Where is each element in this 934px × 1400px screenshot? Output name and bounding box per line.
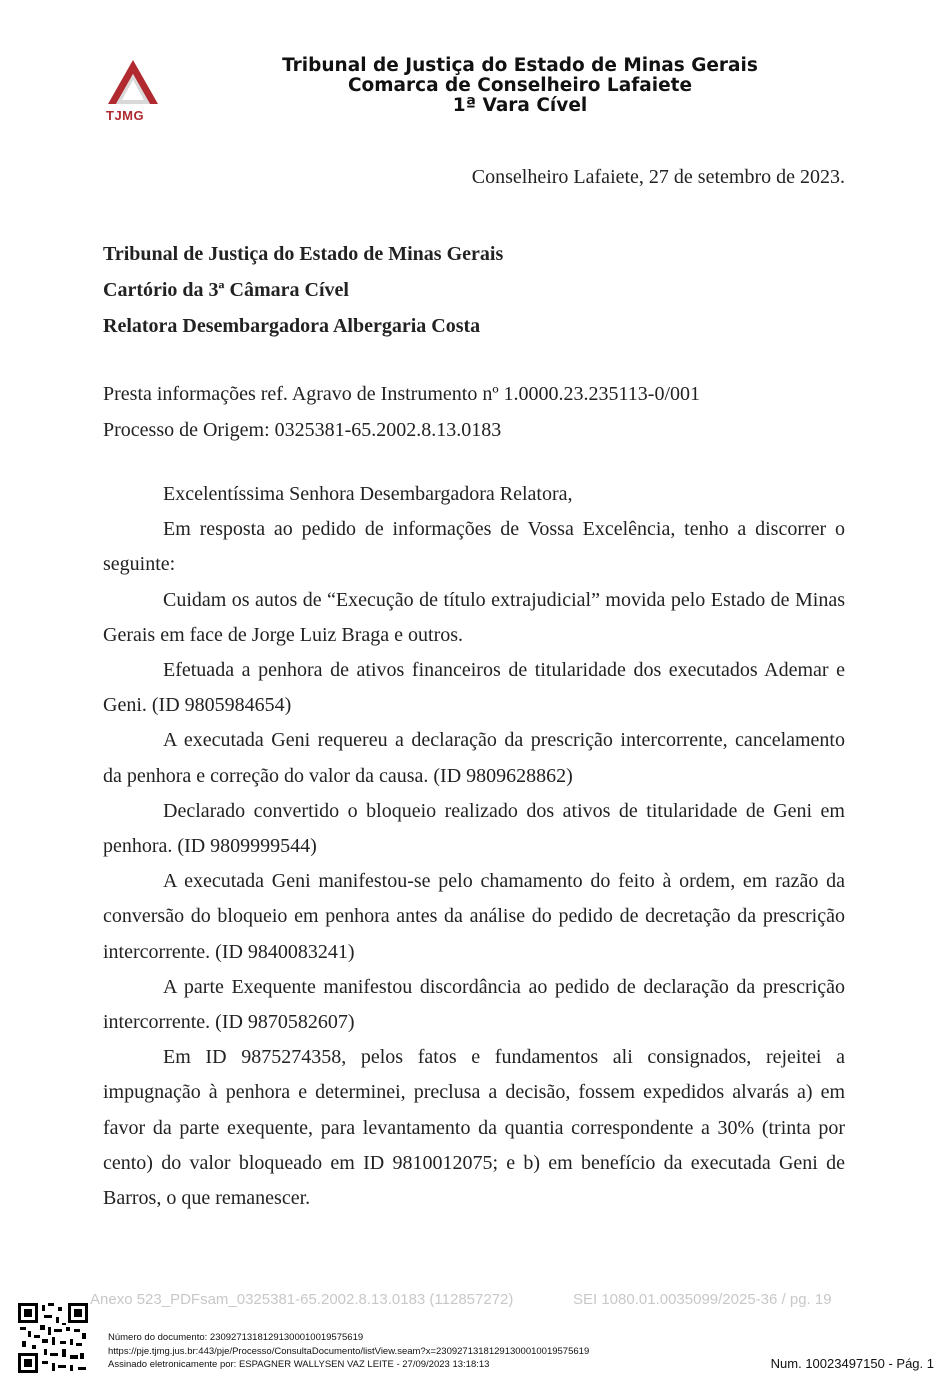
header-court: Tribunal de Justiça do Estado de Minas Gerais bbox=[282, 55, 758, 76]
paragraph: A parte Exequente manifestou discordância ao pedido de declaração da prescrição intercorrente. (ID 9870582607) bbox=[103, 975, 845, 1034]
page-number: Num. 10023497150 - Pág. 1 bbox=[770, 1356, 934, 1371]
paragraph: A executada Geni requereu a declaração da prescrição intercorrente, cancelamento da penhora e correção do valor da causa. (ID 9809628862) bbox=[103, 729, 845, 787]
court-header bbox=[200, 56, 840, 116]
addressee-registry: Cartório da 3ª Câmara Cível bbox=[103, 279, 349, 301]
paragraph: A executada Geni manifestou-se pelo chamamento do feito à ordem, em razão da conversão do bloqueio em penhora antes da análise do pedido de decretação da prescrição intercorrente. (ID 9840083241) bbox=[103, 870, 845, 963]
reference-appeal: Presta informações ref. Agravo de Instrumento nº 1.0000.23.235113-0/001 bbox=[103, 383, 701, 405]
header-district: Comarca de Conselheiro Lafaiete bbox=[347, 75, 693, 96]
watermark-sei: SEI 1080.01.0035099/2025-36 / pg. 19 bbox=[573, 1291, 832, 1308]
paragraph: Em ID 9875274358, pelos fatos e fundamentos ali consignados, rejeitei a impugnação à penhora e determinei, preclusa a decisão, fossem expedidos alvarás a) em favor da parte exequente, para levantamento da quantia correspondente a 30% (trinta por cento) do valor bloqueado em ID 9810012075; e b) em benefício da executada Geni de Barros, o que remanescer. bbox=[103, 1046, 845, 1210]
logo-text: TJMG bbox=[106, 108, 145, 123]
reference-block bbox=[103, 376, 700, 448]
signature-info bbox=[108, 1331, 589, 1372]
salutation: Excelentíssima Senhora Desembargadora Relatora, bbox=[163, 483, 573, 505]
reference-origin-process: Processo de Origem: 0325381-65.2002.8.13.0183 bbox=[103, 419, 502, 441]
watermark-annex: Anexo 523_PDFsam_0325381-65.2002.8.13.0183 (112857272) bbox=[90, 1291, 514, 1308]
qr-code-icon bbox=[18, 1303, 88, 1373]
paragraph: Em resposta ao pedido de informações de Vossa Excelência, tenho a discorrer o seguinte: bbox=[103, 518, 845, 576]
letter-body bbox=[103, 477, 845, 1216]
paragraph: Declarado convertido o bloqueio realizado dos ativos de titularidade de Geni em penhora. (ID 9809999544) bbox=[103, 799, 845, 858]
addressee-block bbox=[103, 236, 503, 344]
header-court-division: 1ª Vara Cível bbox=[452, 95, 588, 116]
document-url: https://pje.tjmg.jus.br:443/pje/Processo/ConsultaDocumento/listView.seam?x=23092713181291300010019575619 bbox=[108, 1345, 590, 1357]
paragraph: Efetuada a penhora de ativos financeiros de titularidade dos executados Ademar e Geni. (ID 9805984654) bbox=[103, 659, 845, 717]
paragraph: Cuidam os autos de “Execução de título extrajudicial” movida pelo Estado de Minas Gerais em face de Jorge Luiz Braga e outros. bbox=[103, 588, 845, 646]
document-date: Conselheiro Lafaiete, 27 de setembro de 2023. bbox=[471, 166, 845, 188]
addressee-rapporteur: Relatora Desembargadora Albergaria Costa bbox=[103, 315, 481, 337]
signed-by: Assinado eletronicamente por: ESPAGNER WALLYSEN VAZ LEITE - 27/09/2023 13:18:13 bbox=[108, 1359, 490, 1370]
document-number: Número do documento: 23092713181291300010019575619 bbox=[108, 1332, 364, 1343]
addressee-court: Tribunal de Justiça do Estado de Minas Gerais bbox=[103, 243, 504, 265]
